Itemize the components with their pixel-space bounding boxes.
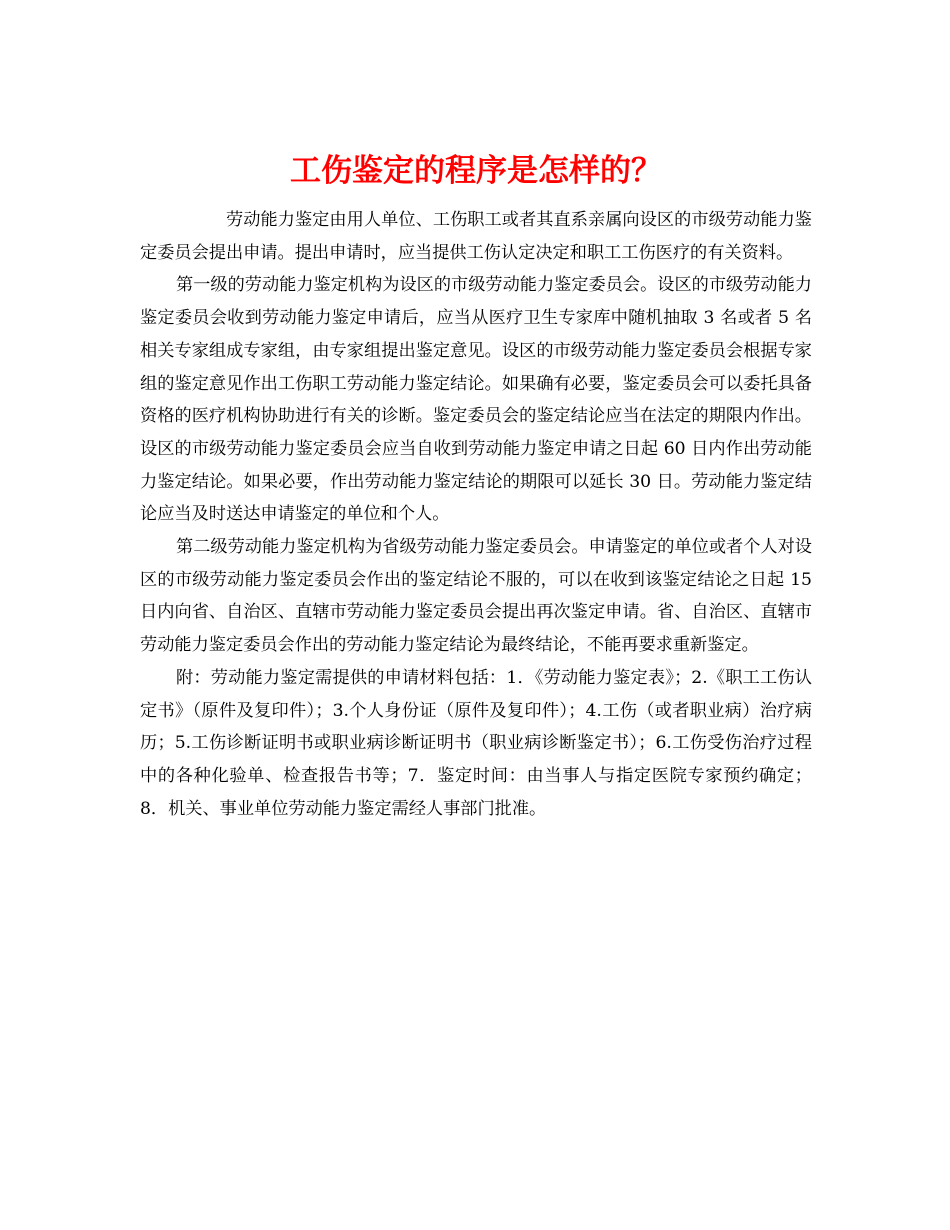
paragraph-application: 劳动能力鉴定由用人单位、工伤职工或者其直系亲属向设区的市级劳动能力鉴定委员会提出申请。提出申请时，应当提供工伤认定决定和职工工伤医疗的有关资料。 — [140, 210, 812, 263]
paragraph-first-level: 第一级的劳动能力鉴定机构为设区的市级劳动能力鉴定委员会。设区的市级劳动能力鉴定委员会收到劳动能力鉴定申请后，应当从医疗卫生专家库中随机抽取 3 名或者 5 名相关专家组成专家组，由专家组提出鉴定意见。设区的市级劳动能力鉴定委员会根据专家组的鉴定意见作出工伤职工劳动能力鉴定结论。如果确有必要，鉴定委员会可以委托具备资格的医疗机构协助进行有关的诊断。鉴定委员会的鉴定结论应当在法定的期限内作出。设区的市级劳动能力鉴定委员会应当自收到劳动能力鉴定申请之日起 60 日内作出劳动能力鉴定结论。如果必要，作出劳动能力鉴定结论的期限可以延长 30 日。劳动能力鉴定结论应当及时送达申请鉴定的单位和个人。 — [140, 275, 812, 525]
document-body — [140, 204, 812, 825]
paragraph-second-level: 第二级劳动能力鉴定机构为省级劳动能力鉴定委员会。申请鉴定的单位或者个人对设区的市级劳动能力鉴定委员会作出的鉴定结论不服的，可以在收到该鉴定结论之日起 15 日内向省、自治区、直辖市劳动能力鉴定委员会提出再次鉴定申请。省、自治区、直辖市劳动能力鉴定委员会作出的劳动能力鉴定结论为最终结论，不能再要求重新鉴定。 — [140, 537, 812, 656]
document-title: 工伤鉴定的程序是怎样的？ — [290, 152, 662, 189]
paragraph-materials: 附：劳动能力鉴定需提供的申请材料包括：1．《劳动能力鉴定表》；2.《职工工伤认定书》（原件及复印件）；3.个人身份证（原件及复印件）；4.工伤（或者职业病）治疗病历；5.工伤诊断证明书或职业病诊断证明书（职业病诊断鉴定书）；6.工伤受伤治疗过程中的各种化验单、检查报告书等；7．鉴定时间：由当事人与指定医院专家预约确定；8．机关、事业单位劳动能力鉴定需经人事部门批准。 — [140, 667, 812, 819]
